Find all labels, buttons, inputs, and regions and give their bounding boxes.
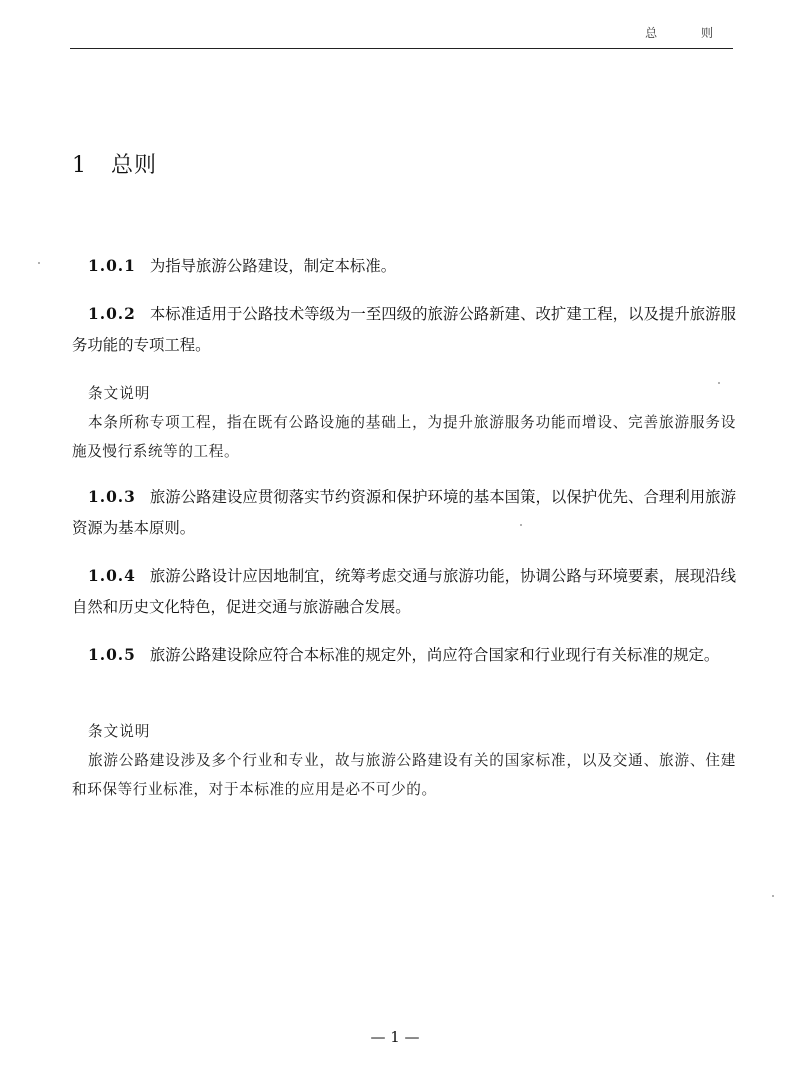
clause-explanation-2 (72, 717, 736, 804)
clause-explanation-1 (72, 379, 736, 466)
running-head: 总 则 (645, 26, 733, 40)
scan-speck (772, 895, 774, 897)
clause-text: 为指导旅游公路建设，制定本标准。 (149, 257, 397, 275)
clause-1-0-3 (72, 482, 736, 544)
clause-number: 1.0.1 (88, 257, 136, 275)
note-text: 本条所称专项工程，指在既有公路设施的基础上，为提升旅游服务功能而增设、完善旅游服务设施及慢行系统等的工程。 (72, 414, 736, 460)
header-rule (70, 48, 733, 49)
scan-speck (520, 524, 522, 526)
chapter-number: 1 (72, 153, 87, 178)
clause-1-0-1 (72, 251, 736, 282)
chapter-title-text: 总则 (111, 153, 158, 178)
clause-1-0-4 (72, 561, 736, 623)
scan-speck (718, 382, 720, 384)
clause-number: 1.0.4 (88, 567, 136, 585)
clause-text: 旅游公路设计应因地制宜，统筹考虑交通与旅游功能，协调公路与环境要素，展现沿线自然和历史文化特色，促进交通与旅游融合发展。 (72, 567, 736, 616)
chapter-title (72, 148, 157, 179)
clause-text: 旅游公路建设应贯彻落实节约资源和保护环境的基本国策，以保护优先、合理利用旅游资源为基本原则。 (72, 488, 736, 537)
clause-number: 1.0.3 (88, 488, 136, 506)
clause-text: 旅游公路建设除应符合本标准的规定外，尚应符合国家和行业现行有关标准的规定。 (149, 646, 720, 664)
note-text: 旅游公路建设涉及多个行业和专业，故与旅游公路建设有关的国家标准，以及交通、旅游、住建和环保等行业标准，对于本标准的应用是必不可少的。 (72, 752, 736, 798)
scan-speck (38, 262, 40, 264)
note-heading: 条文说明 (88, 723, 151, 740)
clause-1-0-2 (72, 299, 736, 361)
note-heading: 条文说明 (88, 385, 151, 402)
clause-number: 1.0.2 (88, 305, 136, 323)
page-number: — 1 — (370, 1028, 420, 1046)
clause-text: 本标准适用于公路技术等级为一至四级的旅游公路新建、改扩建工程，以及提升旅游服务功能的专项工程。 (72, 305, 736, 354)
clause-1-0-5 (72, 640, 736, 671)
clause-number: 1.0.5 (88, 646, 136, 664)
